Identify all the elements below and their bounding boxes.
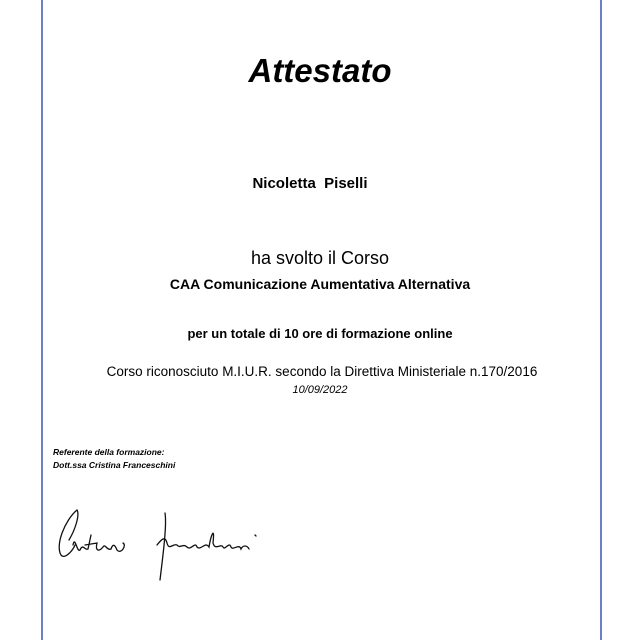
- course-name: CAA Comunicazione Aumentativa Alternativa: [169, 276, 471, 292]
- signature-image: [55, 505, 305, 590]
- recipient-name: Nicoletta Piselli: [252, 175, 368, 192]
- hours-text: per un totale di 10 ore di formazione online: [187, 326, 453, 341]
- recognition-text: Corso riconosciuto M.I.U.R. secondo la Direttiva Ministeriale n.170/2016: [106, 364, 538, 379]
- certificate-date: 10/09/2022: [292, 384, 348, 396]
- referent-name: Dott.ssa Cristina Franceschini: [53, 460, 176, 470]
- right-border-line: [600, 0, 602, 640]
- left-border-line: [41, 0, 43, 640]
- completed-text: ha svolto il Corso: [250, 248, 390, 268]
- referent-label: Referente della formazione:: [53, 447, 165, 457]
- certificate-title: Attestato: [248, 52, 392, 89]
